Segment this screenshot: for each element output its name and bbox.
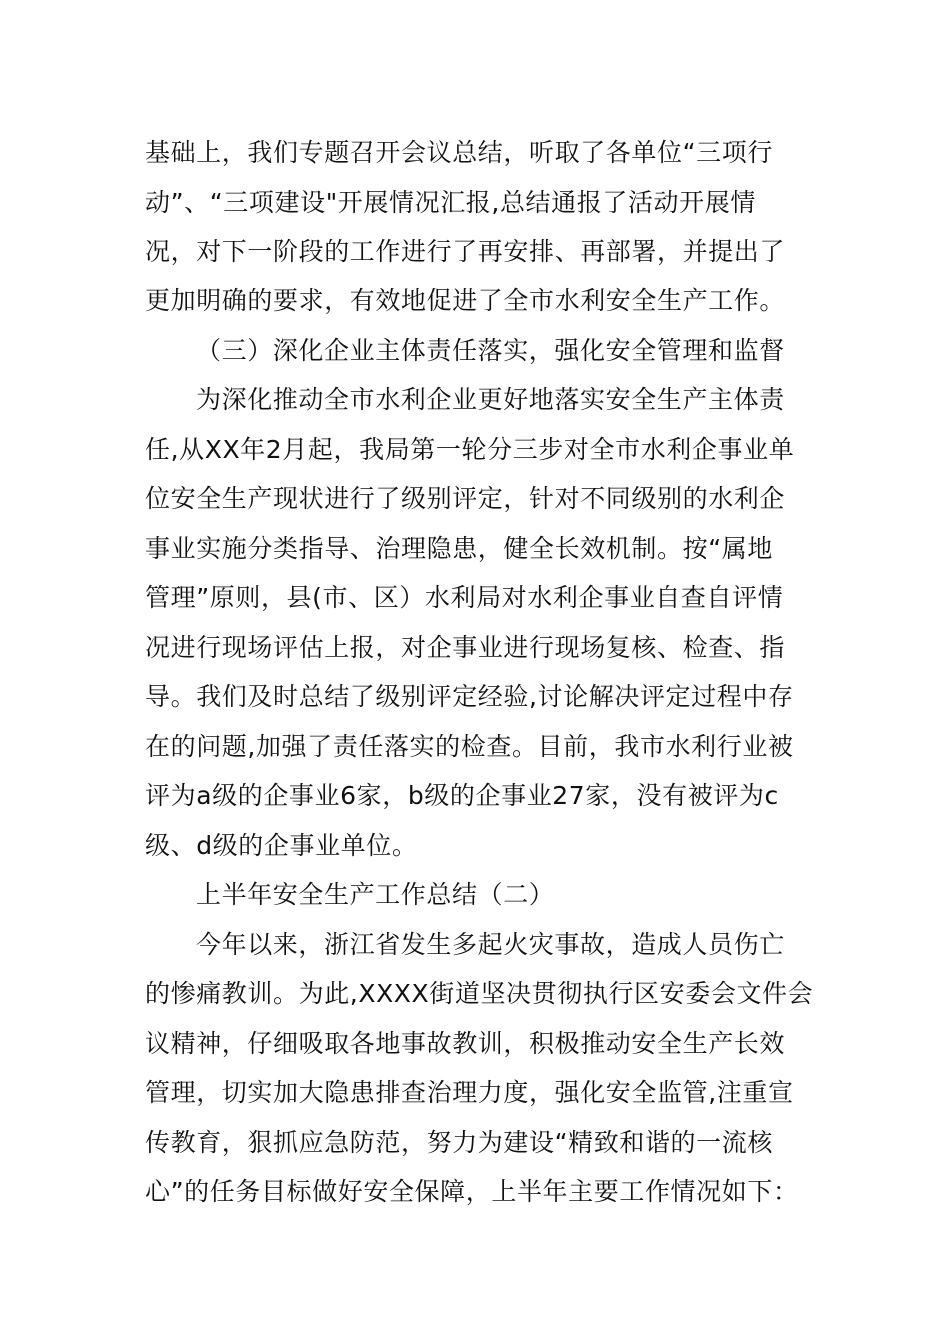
- paragraph-line: 在的问题,加强了责任落实的检查。目前，我市水利行业被: [145, 732, 794, 761]
- paragraph-line: 级、d级的企事业单位。: [145, 831, 418, 860]
- paragraph-line: 的惨痛教训。为此,XXXX街道坚决贯彻执行区安委会文件会: [145, 979, 814, 1008]
- paragraph-line: 况进行现场评估上报，对企事业进行现场复核、检查、指: [145, 633, 786, 662]
- paragraph-line: 位安全生产现状进行了级别评定，针对不同级别的水利企: [145, 484, 786, 513]
- section-heading: （三）深化企业主体责任落实，强化安全管理和监督: [196, 336, 785, 365]
- paragraph-line: 心”的任务目标做好安全保障，上半年主要工作情况如下：: [145, 1177, 799, 1206]
- paragraph-line: 基础上，我们专题召开会议总结，听取了各单位“三项行: [145, 138, 773, 167]
- paragraph-line: 动”、“三项建设"开展情况汇报,总结通报了活动开展情: [145, 188, 756, 217]
- paragraph-line: 事业实施分类指导、治理隐患，健全长效机制。按“属地: [145, 534, 773, 563]
- paragraph-line: 管理”原则，县(市、区）水利局对水利企事业自查自评情: [145, 583, 784, 612]
- paragraph-line: 况，对下一阶段的工作进行了再安排、再部署，并提出了: [145, 237, 786, 266]
- paragraph-line: 更加明确的要求，有效地促进了全市水利安全生产工作。: [145, 286, 786, 315]
- paragraph-line: 评为a级的企事业6家，b级的企事业27家，没有被评为c: [145, 781, 779, 810]
- paragraph-line: 任,从XX年2月起，我局第一轮分三步对全市水利企事业单: [145, 435, 795, 464]
- paragraph-line: 管理，切实加大隐患排查治理力度，强化安全监管,注重宣: [145, 1078, 794, 1107]
- paragraph-line: 议精神，仔细吸取各地事故教训，积极推动安全生产长效: [145, 1029, 786, 1058]
- paragraph-line: 传教育，狠抓应急防范，努力为建设“精致和谐的一流核: [145, 1128, 773, 1157]
- paragraph-line: 为深化推动全市水利企业更好地落实安全生产主体责: [196, 385, 785, 414]
- paragraph-line: 今年以来，浙江省发生多起火灾事故，造成人员伤亡: [196, 930, 785, 959]
- section-title: 上半年安全生产工作总结（二）: [196, 880, 555, 909]
- paragraph-line: 导。我们及时总结了级别评定经验,讨论解决评定过程中存: [145, 682, 794, 711]
